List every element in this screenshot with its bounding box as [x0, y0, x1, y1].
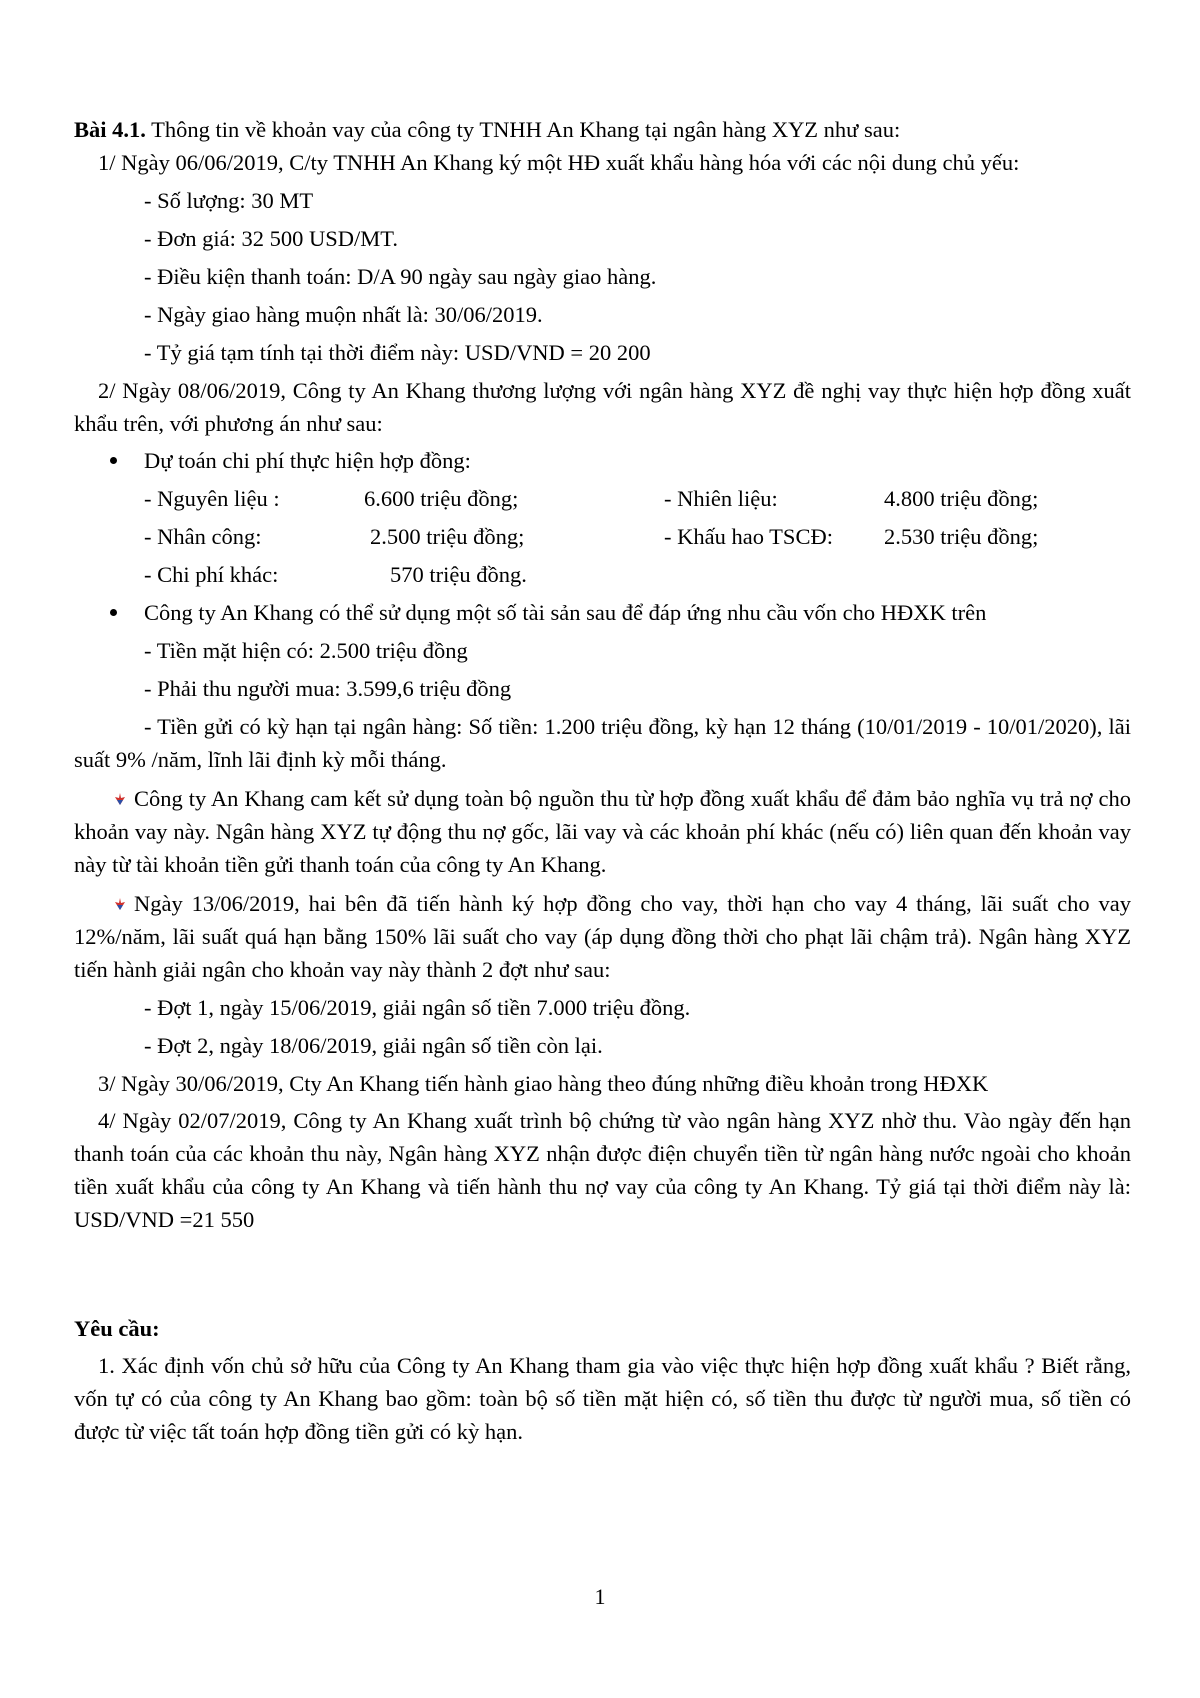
note-text: Công ty An Khang cam kết sử dụng toàn bộ nguồn thu từ hợp đồng xuất khẩu để đảm bảo nghĩa vụ trả nợ cho khoản vay này. Ngân hàng XYZ tự động thu nợ gốc, lãi vay và các khoản phí khác (nếu có) liên quan đến khoản vay này từ tài khoản tiền gửi thanh toán của công ty An Khang. — [74, 786, 1131, 877]
exercise-heading — [74, 113, 1131, 146]
section-4: 4/ Ngày 02/07/2019, Công ty An Khang xuất trình bộ chứng từ vào ngân hàng XYZ nhờ thu. Vào ngày đến hạn thanh toán của các khoản thu này, Ngân hàng XYZ nhận được điện chuyển tiền từ ngân hàng nước ngoài cho khoản tiền xuất khẩu của công ty An Khang và tiến hành thu nợ vay của công ty An Khang. Tỷ giá tại thời điểm này là: USD/VND =21 550 — [74, 1108, 1131, 1232]
bullet-text: Dự toán chi phí thực hiện hợp đồng: — [144, 448, 471, 473]
section-1-item: - Tỷ giá tạm tính tại thời điểm này: USD/VND = 20 200 — [144, 340, 651, 365]
cost-value: 4.800 triệu đồng; — [884, 486, 1039, 511]
cost-row — [74, 558, 1131, 591]
section-3: 3/ Ngày 30/06/2019, Cty An Khang tiến hành giao hàng theo đúng những điều khoản trong HĐXK — [98, 1071, 989, 1096]
cost-label: - Nhân công: — [144, 524, 262, 549]
cost-value: 6.600 triệu đồng; — [364, 486, 519, 511]
bullet-text: Công ty An Khang có thể sử dụng một số tài sản sau để đáp ứng nhu cầu vốn cho HĐXK trên — [144, 600, 987, 625]
exercise-label: Bài 4.1. — [74, 117, 146, 142]
bullet-item-assets — [74, 596, 1131, 629]
cost-value: 2.530 triệu đồng; — [884, 524, 1039, 549]
arrow-down-icon — [114, 897, 126, 911]
cost-label: - Chi phí khác: — [144, 562, 279, 587]
asset-item: - Phải thu người mua: 3.599,6 triệu đồng — [144, 676, 512, 701]
cost-label: - Nhiên liệu: — [664, 486, 778, 511]
cost-label: - Khấu hao TSCĐ: — [664, 524, 833, 549]
cost-value: 2.500 triệu đồng; — [370, 524, 525, 549]
section-1-item: - Số lượng: 30 MT — [144, 188, 314, 213]
asset-item: - Tiền mặt hiện có: 2.500 triệu đồng — [144, 638, 468, 663]
section-2-intro: 2/ Ngày 08/06/2019, Công ty An Khang thương lượng với ngân hàng XYZ đề nghị vay thực hiện hợp đồng xuất khẩu trên, với phương án như sau: — [74, 378, 1131, 436]
section-1-item: - Điều kiện thanh toán: D/A 90 ngày sau ngày giao hàng. — [144, 264, 657, 289]
document-page — [74, 113, 1131, 1448]
cost-row — [74, 520, 1131, 553]
page-number: 1 — [594, 1584, 606, 1609]
note-loan-contract — [74, 887, 1131, 986]
exercise-heading-text: Thông tin về khoản vay của công ty TNHH An Khang tại ngân hàng XYZ như sau: — [145, 117, 901, 142]
section-1-intro: 1/ Ngày 06/06/2019, C/ty TNHH An Khang ký một HĐ xuất khẩu hàng hóa với các nội dung chủ yếu: — [98, 150, 1020, 175]
bullet-icon — [110, 609, 117, 616]
bullet-item-cost-estimate — [74, 444, 1131, 477]
cost-value: 570 triệu đồng. — [390, 562, 527, 587]
section-1-item: - Đơn giá: 32 500 USD/MT. — [144, 226, 398, 251]
requirement-item: 1. Xác định vốn chủ sở hữu của Công ty An Khang tham gia vào việc thực hiện hợp đồng xuất khẩu ? Biết rằng, vốn tự có của công ty An Khang bao gồm: toàn bộ số tiền mặt hiện có, số tiền thu được từ người mua, số tiền có được từ việc tất toán hợp đồng tiền gửi có kỳ hạn. — [74, 1353, 1131, 1444]
disbursement-item: - Đợt 2, ngày 18/06/2019, giải ngân số tiền còn lại. — [144, 1033, 603, 1058]
disbursement-item: - Đợt 1, ngày 15/06/2019, giải ngân số tiền 7.000 triệu đồng. — [144, 995, 691, 1020]
cost-label: - Nguyên liệu : — [144, 486, 280, 511]
note-text: Ngày 13/06/2019, hai bên đã tiến hành ký hợp đồng cho vay, thời hạn cho vay 4 tháng, lãi suất cho vay 12%/năm, lãi suất quá hạn bằng 150% lãi suất cho vay (áp dụng đồng thời cho phạt lãi chậm trả). Ngân hàng XYZ tiến hành giải ngân cho khoản vay này thành 2 đợt như sau: — [74, 891, 1131, 982]
bullet-icon — [110, 457, 117, 464]
section-1-item: - Ngày giao hàng muộn nhất là: 30/06/2019. — [144, 302, 543, 327]
arrow-down-icon — [114, 792, 126, 806]
requirements-title: Yêu cầu: — [74, 1316, 160, 1341]
cost-row — [74, 482, 1131, 515]
term-deposit-item: - Tiền gửi có kỳ hạn tại ngân hàng: Số tiền: 1.200 triệu đồng, kỳ hạn 12 tháng (10/01/2019 - 10/01/2020), lãi suất 9% /năm, lĩnh lãi định kỳ mỗi tháng. — [74, 714, 1131, 772]
note-commitment — [74, 782, 1131, 881]
